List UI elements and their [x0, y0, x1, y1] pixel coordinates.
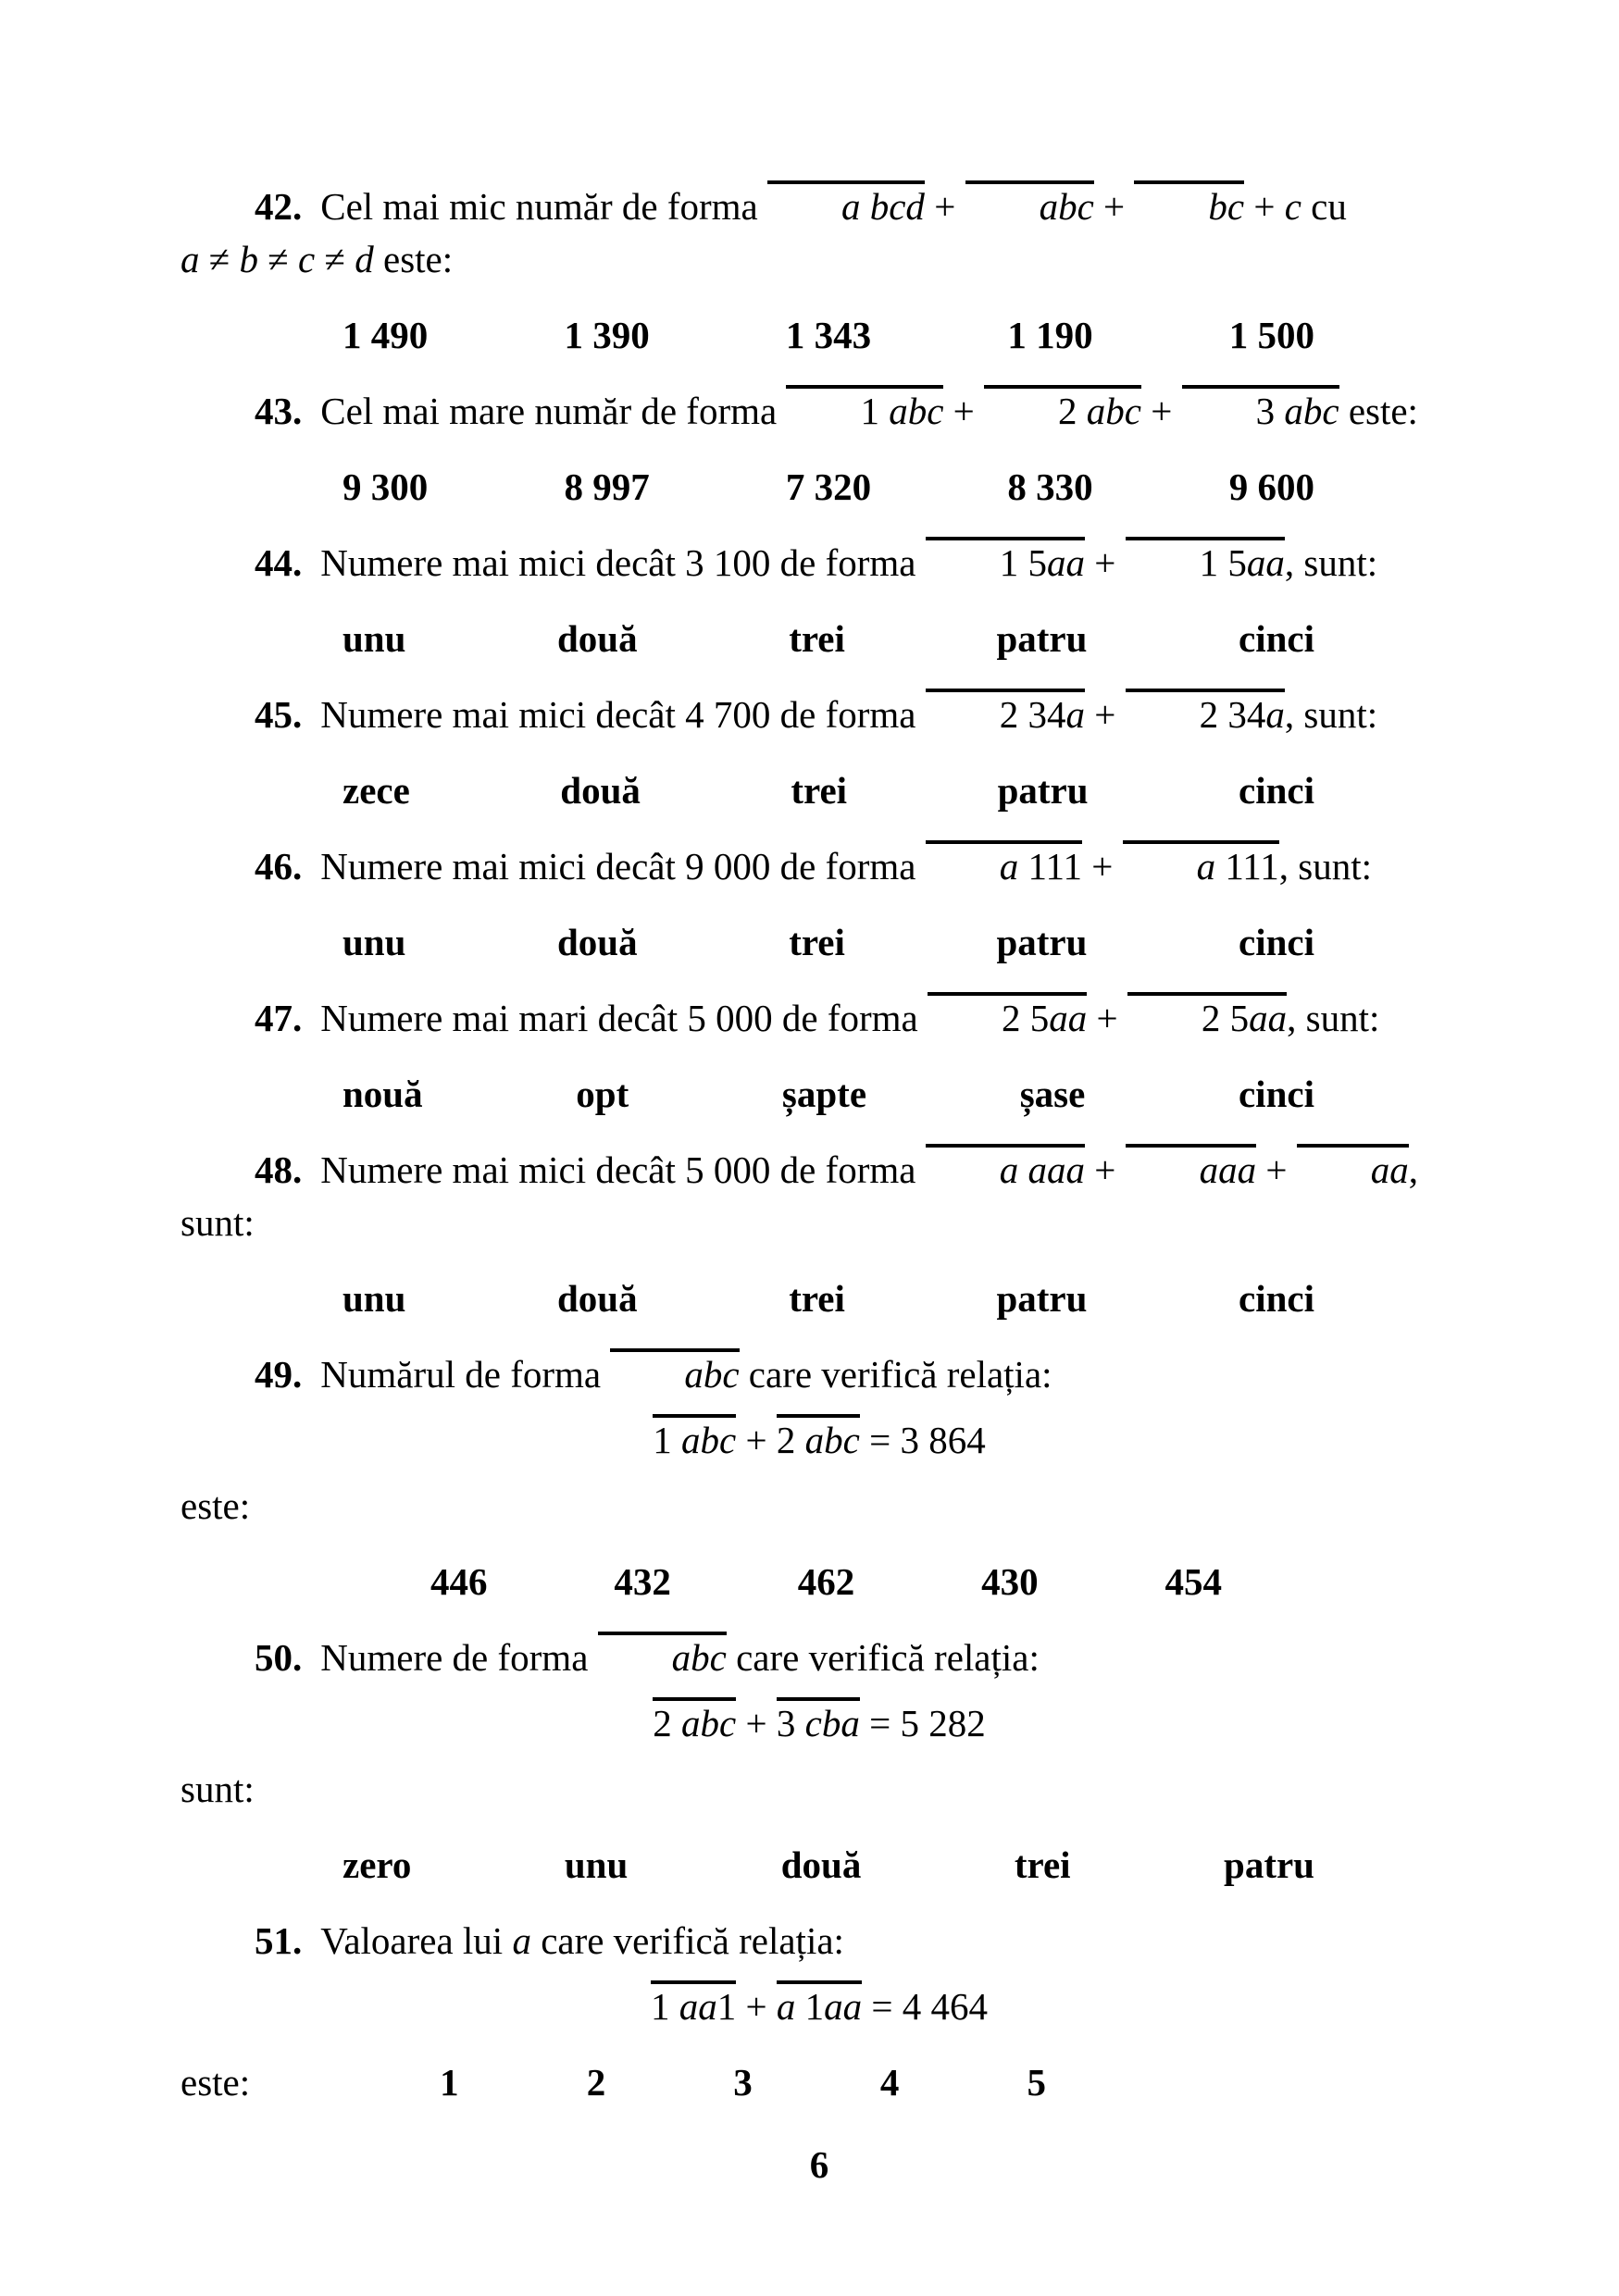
answer-option: unu [342, 921, 406, 963]
answer-option: trei [1014, 1843, 1071, 1886]
answer-option: 1 343 [785, 314, 872, 356]
answer-row [181, 1839, 1458, 1892]
answer-option: zero [342, 1843, 412, 1886]
text-run: care verifică relația: [726, 1636, 1040, 1679]
math-overline-group [965, 180, 1094, 228]
answer-options [342, 461, 1314, 514]
answer-option: cinci [1239, 921, 1314, 963]
answer-option: 454 [1164, 1560, 1222, 1603]
text-run: , [1408, 1148, 1418, 1191]
text-run: + [943, 390, 985, 432]
answer-option: 7 320 [785, 465, 872, 508]
text-run: + [736, 1985, 777, 2028]
math-variable: aa [1246, 541, 1285, 584]
answer-row [181, 309, 1458, 362]
problem-43 [181, 385, 1458, 514]
question-line [181, 385, 1458, 438]
math-variable: a [1065, 693, 1085, 736]
answer-option: trei [789, 1277, 845, 1320]
answer-row [181, 1068, 1458, 1121]
text-run: 2 34 [1199, 693, 1266, 736]
text-run: , sunt: [1287, 997, 1380, 1039]
text-run: 2 [653, 1702, 682, 1744]
answer-row [181, 764, 1458, 817]
text-run: = 4 464 [862, 1985, 988, 2028]
problems [181, 180, 1458, 2109]
answer-option: 1 500 [1228, 314, 1314, 356]
text-run: + [1256, 1148, 1297, 1191]
problem-number: 47. [255, 997, 303, 1039]
answer-option: două [780, 1843, 862, 1886]
math-variable: a [512, 1919, 531, 1962]
answer-option: patru [997, 769, 1089, 812]
answer-option: două [557, 617, 638, 660]
math-variable: b [239, 238, 259, 280]
text-run: = 5 282 [859, 1702, 986, 1744]
math-overline-group [926, 689, 1085, 736]
text-run: ≠ [258, 238, 299, 280]
math-variable: a [181, 238, 200, 280]
question-line [181, 537, 1458, 590]
answer-options [440, 2056, 1046, 2109]
text-run: + [736, 1702, 777, 1744]
text-run: + [736, 1419, 777, 1461]
answer-option: 1 490 [342, 314, 429, 356]
text-run: 111 [1018, 845, 1082, 887]
text-run: 2 [1058, 390, 1087, 432]
problem-51 [181, 1915, 1458, 2109]
answer-option: 1 [440, 2061, 459, 2104]
answer-option: patru [1224, 1843, 1314, 1886]
answer-option: două [557, 1277, 638, 1320]
math-variable: abc [1284, 390, 1339, 432]
math-overline-group [1126, 689, 1285, 736]
continuation-line [181, 233, 1458, 286]
text-run: Cel mai mic număr de forma [320, 185, 767, 228]
math-variable: abc [681, 1419, 737, 1461]
text-run: care verifică relația: [739, 1353, 1052, 1396]
math-overline-group [777, 1980, 862, 2028]
text-run: , sunt: [1278, 845, 1373, 887]
math-overline-group [1134, 180, 1244, 228]
answer-option: 430 [981, 1560, 1039, 1603]
answer-option: cinci [1239, 769, 1314, 812]
text-run: 1 [795, 1985, 825, 2028]
math-variable: a aaa [999, 1148, 1085, 1191]
answer-option: cinci [1239, 1277, 1314, 1320]
text-run: Numere mai mari decât 5 000 de forma [320, 997, 928, 1039]
math-variable: aa [1046, 541, 1085, 584]
answer-option: două [557, 921, 638, 963]
answer-option: 4 [879, 2061, 900, 2104]
math-variable: a bcd [841, 185, 925, 228]
math-variable: abc [889, 390, 944, 432]
answer-options [430, 1556, 1222, 1608]
answer-option: 1 190 [1007, 314, 1093, 356]
text-run: , sunt: [1284, 541, 1378, 584]
math-variable: a [999, 845, 1019, 887]
answer-option: 8 330 [1007, 465, 1093, 508]
math-overline-group [653, 1414, 736, 1461]
continuation-line [181, 1763, 1458, 1816]
math-variable: abc [804, 1419, 860, 1461]
problem-46 [181, 840, 1458, 969]
text-run: + [1093, 185, 1135, 228]
math-overline-group [926, 1144, 1085, 1191]
problem-49 [181, 1348, 1458, 1608]
answer-row [181, 461, 1458, 514]
math-overline-group [1182, 385, 1339, 432]
text-run: 1 [860, 390, 890, 432]
answer-option: cinci [1239, 617, 1314, 660]
answer-option: unu [342, 617, 406, 660]
equation-line [181, 1414, 1458, 1467]
math-overline-group [1126, 537, 1285, 584]
question-line [181, 1915, 1458, 1967]
answer-option: 9 600 [1228, 465, 1314, 508]
math-overline-group [1127, 992, 1287, 1039]
text-run: cu [1301, 185, 1347, 228]
text-run: 2 34 [999, 693, 1066, 736]
question-line [181, 689, 1458, 741]
text-run: + [1081, 845, 1123, 887]
math-overline-group [1297, 1144, 1409, 1191]
answer-options [342, 916, 1314, 969]
problem-number: 49. [255, 1353, 303, 1396]
text-run: 1 5 [999, 541, 1047, 584]
answer-option: zece [342, 769, 410, 812]
text-run: + [1084, 693, 1126, 736]
math-overline-group [767, 180, 925, 228]
text-run: + [1244, 185, 1285, 228]
text-run: = 3 864 [859, 1419, 986, 1461]
problem-45 [181, 689, 1458, 817]
text-run: + [1140, 390, 1182, 432]
math-variable: aa [824, 1985, 863, 2028]
answer-option: 2 [586, 2061, 606, 2104]
math-variable: abc [671, 1636, 727, 1679]
answer-option: 5 [1027, 2061, 1046, 2104]
text-run: + [924, 185, 965, 228]
math-overline-group [653, 1697, 736, 1744]
answer-option: 446 [430, 1560, 488, 1603]
math-variable: a [1196, 845, 1216, 887]
question-line [181, 1144, 1458, 1197]
answer-row [181, 1272, 1458, 1325]
question-line [181, 180, 1458, 233]
answer-option: nouă [342, 1073, 423, 1115]
page-number: 6 [809, 2143, 829, 2186]
answer-option: unu [564, 1843, 629, 1886]
equation-line [181, 1980, 1458, 2033]
text-run: 1 [716, 1985, 737, 2028]
question-line [181, 840, 1458, 893]
problem-number: 50. [255, 1636, 303, 1679]
text-run: care verifică relația: [530, 1919, 844, 1962]
problem-number: 51. [255, 1919, 303, 1962]
text-run: + [1084, 1148, 1126, 1191]
text-run: 3 [1255, 390, 1285, 432]
answer-options [342, 1272, 1314, 1325]
text-run: Numere de forma [320, 1636, 598, 1679]
answer-options [342, 309, 1314, 362]
text-run: Numere mai mici decât 4 700 de forma [320, 693, 926, 736]
text-run: sunt: [181, 1201, 255, 1244]
text-run: sunt: [181, 1768, 255, 1810]
answer-option: 8 997 [564, 465, 650, 508]
problem-42 [181, 180, 1458, 362]
problem-number: 48. [255, 1148, 303, 1191]
math-overline-group [651, 1980, 736, 2028]
text-run: + [1087, 997, 1127, 1039]
text-run: 2 5 [1201, 997, 1250, 1039]
math-variable: bc [1208, 185, 1245, 228]
question-line [181, 1348, 1458, 1401]
answer-option: trei [789, 921, 845, 963]
math-overline-group [777, 1414, 860, 1461]
answer-option: trei [791, 769, 848, 812]
text-run: ≠ [199, 238, 240, 280]
math-overline-group [1126, 1144, 1257, 1191]
problem-50 [181, 1632, 1458, 1892]
answer-option: patru [996, 1277, 1088, 1320]
math-variable: abc [681, 1702, 737, 1744]
math-variable: a [776, 1985, 796, 2028]
math-overline-group [984, 385, 1141, 432]
continuation-line [181, 1480, 1458, 1533]
answer-option: unu [342, 1277, 406, 1320]
text-run: Numere mai mici decât 9 000 de forma [320, 845, 926, 887]
answer-row [181, 2056, 1458, 2109]
math-overline-group [777, 1697, 860, 1744]
question-line [181, 1632, 1458, 1684]
problem-number: 46. [255, 845, 303, 887]
text-run: este: [1339, 390, 1418, 432]
answer-option: două [560, 769, 641, 812]
math-variable: c [298, 238, 316, 280]
answer-options [342, 613, 1314, 665]
math-variable: aa [1249, 997, 1288, 1039]
answer-row-label: este: [181, 2061, 251, 2104]
answer-option: cinci [1238, 1073, 1314, 1115]
text-run: Numărul de forma [320, 1353, 611, 1396]
math-variable: a [1265, 693, 1285, 736]
problem-number: 43. [255, 390, 303, 432]
answer-option: 1 390 [564, 314, 650, 356]
text-run: 2 5 [1002, 997, 1050, 1039]
answer-option: șapte [781, 1073, 867, 1115]
math-overline-group [786, 385, 943, 432]
equation-line [181, 1697, 1458, 1750]
text-run: 3 [776, 1702, 805, 1744]
text-run: + [1084, 541, 1126, 584]
text-run: Cel mai mare număr de forma [320, 390, 787, 432]
answer-row [181, 613, 1458, 665]
text-run: este: [181, 1484, 251, 1527]
math-overline-group [610, 1348, 739, 1396]
math-variable: abc [1086, 390, 1141, 432]
continuation-line [181, 1197, 1458, 1249]
math-overline-group [926, 840, 1082, 887]
answer-option: 9 300 [342, 465, 429, 508]
answer-option: trei [789, 617, 845, 660]
text-run: Numere mai mici decât 3 100 de forma [320, 541, 926, 584]
answer-option: 462 [797, 1560, 855, 1603]
answer-option: patru [996, 617, 1088, 660]
problem-number: 44. [255, 541, 303, 584]
problem-48 [181, 1144, 1458, 1325]
text-run: 1 [653, 1419, 682, 1461]
answer-row [181, 1556, 1458, 1608]
text-run: 111 [1215, 845, 1279, 887]
math-variable: aa [679, 1985, 717, 2028]
answer-option: 432 [614, 1560, 671, 1603]
math-variable: abc [1039, 185, 1094, 228]
math-variable: d [355, 238, 374, 280]
math-overline-group [598, 1632, 727, 1679]
math-overline-group [926, 537, 1085, 584]
problem-47 [181, 992, 1458, 1121]
text-run: , sunt: [1284, 693, 1378, 736]
math-variable: aa [1370, 1148, 1409, 1191]
math-variable: abc [684, 1353, 740, 1396]
text-run: ≠ [315, 238, 355, 280]
problem-number: 42. [255, 185, 303, 228]
math-variable: c [1284, 185, 1301, 228]
math-overline-group [1123, 840, 1279, 887]
answer-row [181, 916, 1458, 969]
math-variable: aaa [1199, 1148, 1257, 1191]
math-overline-group [928, 992, 1087, 1039]
answer-options [342, 1839, 1314, 1892]
question-line [181, 992, 1458, 1045]
answer-option: 3 [733, 2061, 753, 2104]
math-variable: cba [804, 1702, 860, 1744]
answer-option: patru [996, 921, 1088, 963]
answer-option: șase [1019, 1073, 1086, 1115]
problem-number: 45. [255, 693, 303, 736]
text-run: 1 [651, 1985, 679, 2028]
answer-options [342, 1068, 1314, 1121]
answer-options [342, 764, 1314, 817]
text-run: este: [373, 238, 454, 280]
text-run: 1 5 [1199, 541, 1247, 584]
answer-option: opt [576, 1073, 629, 1115]
text-run: Valoarea lui [320, 1919, 513, 1962]
text-run: 2 [776, 1419, 805, 1461]
problem-44 [181, 537, 1458, 665]
math-variable: aa [1049, 997, 1088, 1039]
text-run: Numere mai mici decât 5 000 de forma [320, 1148, 926, 1191]
